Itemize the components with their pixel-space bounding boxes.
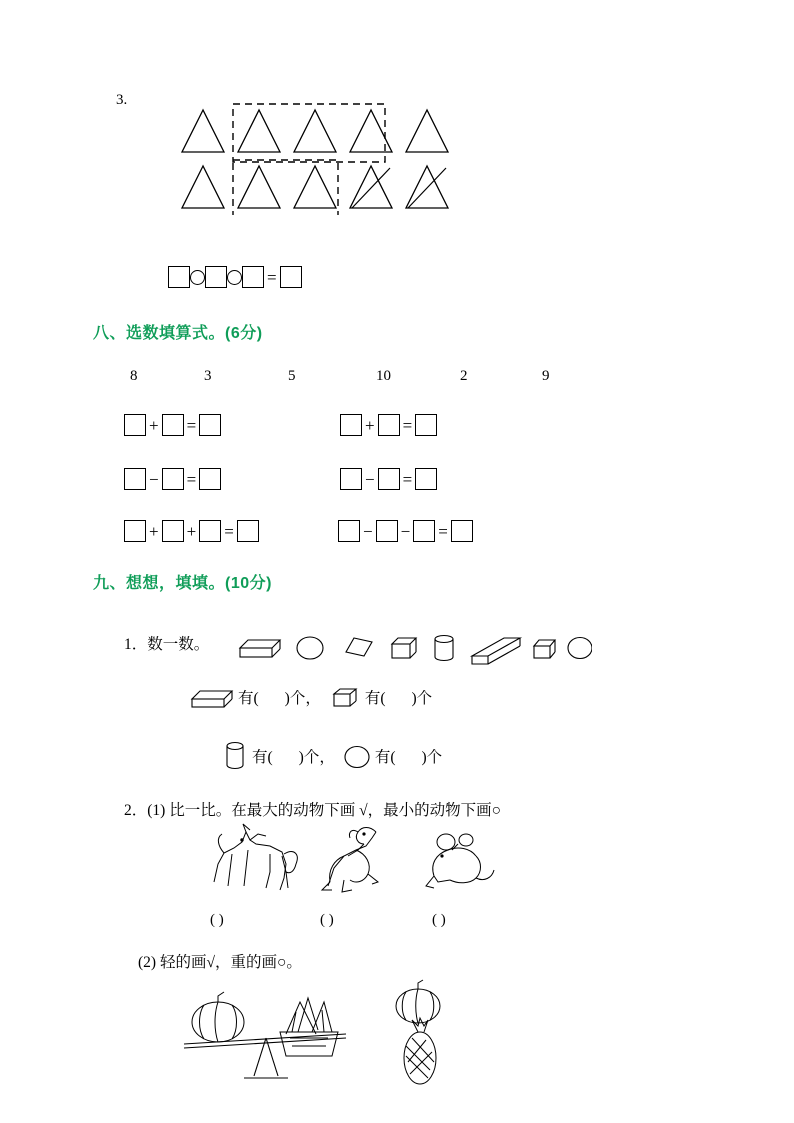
answer-box[interactable] [237,520,259,542]
section-9-title: 九、想想，填填。 [93,575,226,592]
section-8-row-1-left [124,414,221,437]
section-8-row-3-right [338,520,473,543]
minus-sign: − [149,470,159,489]
cuboid-icon [190,686,234,708]
question-3-number: 3. [116,92,128,108]
plus-sign: + [149,416,159,435]
answer-box[interactable] [162,520,184,542]
count-text: )个， [298,749,335,766]
question-9-2b-picture-row [166,972,566,1097]
number-option[interactable]: 9 [542,368,550,384]
cuboid-icon [240,640,280,657]
section-8-row-1-right [340,414,437,437]
circle-icon [297,637,323,659]
cube-icon [392,638,416,658]
operator-circle[interactable] [227,270,242,285]
number-option[interactable]: 5 [288,368,296,384]
pineapple-icon [404,1018,436,1084]
cuboid-long-icon [472,638,520,664]
question-9-2-label: 2．(1) 比一比。在最大的动物下画 √，最小的动物下画○ [124,802,501,819]
minus-sign: − [365,470,375,489]
answer-box[interactable] [168,266,190,288]
triangle-grid [176,100,536,210]
pumpkin-icon [192,992,244,1042]
answer-box[interactable] [415,468,437,490]
answer-paren[interactable]: ( ) [210,912,224,928]
equals-sign: = [438,522,448,541]
count-text: 有( [238,690,259,707]
answer-paren[interactable]: ( ) [320,912,334,928]
answer-box[interactable] [205,266,227,288]
answer-box[interactable] [162,468,184,490]
section-9-points: (10分) [225,575,272,592]
rooster-icon [322,828,378,893]
answer-box[interactable] [376,520,398,542]
count-text: )个 [421,749,443,766]
question-9-1-line-1 [190,686,432,708]
section-8-row-3-left [124,520,259,543]
section-8-row-2-right [340,468,437,491]
answer-box[interactable] [124,468,146,490]
equals-sign: = [224,522,234,541]
equals-sign: = [267,268,277,287]
question-9-1-label: 1．数一数。 [124,636,210,653]
answer-box[interactable] [280,266,302,288]
answer-box[interactable] [340,414,362,436]
answer-paren[interactable]: ( ) [432,912,446,928]
plus-sign: + [186,522,197,541]
section-8-row-2-left [124,468,221,491]
answer-box[interactable] [340,468,362,490]
operator-circle[interactable] [190,270,205,285]
count-text: )个 [411,690,433,707]
cylinder-icon [435,636,453,661]
equals-sign: = [186,470,197,489]
section-8-points: (6分) [225,325,263,342]
cube-small-icon [534,640,555,658]
section-9-heading [93,570,272,593]
number-option[interactable]: 10 [376,368,391,384]
answer-box[interactable] [199,468,221,490]
answer-box[interactable] [378,414,400,436]
section-8-title: 八、选数填算式。 [93,325,226,342]
number-option[interactable]: 3 [204,368,212,384]
triangles-svg [176,100,536,215]
cylinder-icon [222,740,248,770]
question-9-2b-label: (2) 轻的画√，重的画○。 [138,954,302,971]
question-9-2-animal-row [196,820,616,898]
minus-sign: − [363,522,373,541]
shape-row-svg [232,622,592,666]
plus-sign: + [149,522,159,541]
animals-svg [196,820,616,900]
answer-box[interactable] [199,520,221,542]
count-text: 有( [374,749,396,766]
answer-box[interactable] [124,414,146,436]
pineapple-basket-icon [280,998,338,1056]
balance-svg [166,972,566,1098]
mouse-icon [426,834,494,888]
count-text: 有( [364,690,386,707]
circle-icon [343,743,371,769]
answer-box[interactable] [124,520,146,542]
section-8-heading [93,320,263,343]
question-3-equation [168,266,302,289]
answer-box[interactable] [451,520,473,542]
answer-box[interactable] [338,520,360,542]
circle-icon [568,638,592,659]
minus-sign: − [400,522,411,541]
question-9-1-shape-row [232,622,592,662]
number-option[interactable]: 8 [130,368,138,384]
answer-box[interactable] [242,266,264,288]
answer-box[interactable] [162,414,184,436]
rhombus-icon [346,638,372,656]
pumpkin-icon [396,980,440,1023]
equals-sign: = [186,416,197,435]
number-option[interactable]: 2 [460,368,468,384]
equals-sign: = [402,416,413,435]
count-text: )个， [284,690,321,707]
answer-box[interactable] [378,468,400,490]
plus-sign: + [365,416,375,435]
answer-box[interactable] [415,414,437,436]
cube-icon [331,686,361,708]
horse-icon [214,824,297,890]
question-9-1-line-2 [222,740,442,770]
answer-box[interactable] [199,414,221,436]
count-text: 有( [252,749,273,766]
answer-box[interactable] [413,520,435,542]
equals-sign: = [402,470,413,489]
